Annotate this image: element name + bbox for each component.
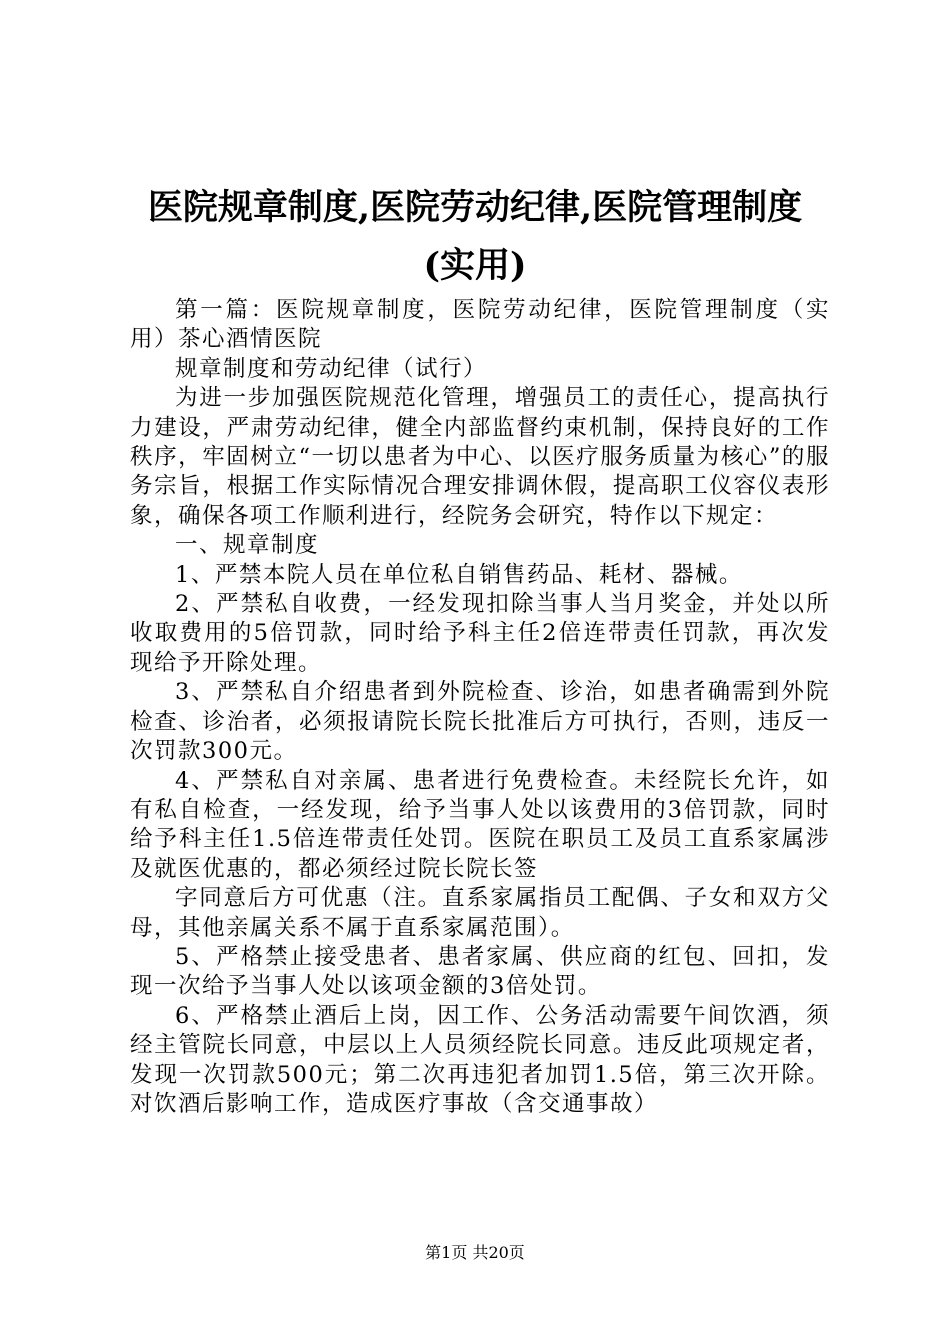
rule-item-6: 6、严格禁止酒后上岗，因工作、公务活动需要午间饮酒，须经主管院长同意，中层以上人员须经院长同意。违反此项规定者，发现一次罚款500元；第二次再违犯者加罚1.5倍，第三次开除。对饮酒后影响工作，造成医疗事故（含交通事故） xyxy=(130,1002,830,1117)
section-heading: 一、规章制度 xyxy=(175,532,320,559)
document-body xyxy=(130,296,830,1119)
paragraph-intro: 第一篇：医院规章制度，医院劳动纪律，医院管理制度（实用）茶心酒情医院 xyxy=(130,297,830,353)
page-number-footer: 第1页 共20页 xyxy=(425,1243,525,1262)
rule-item-2: 2、严禁私自收费，一经发现扣除当事人当月奖金，并处以所收取费用的5倍罚款，同时给予科主任2倍连带责任罚款，再次发现给予开除处理。 xyxy=(130,591,830,676)
rule-item-4-continued: 字同意后方可优惠（注。直系家属指员工配偶、子女和双方父母，其他亲属关系不属于直系家属范围）。 xyxy=(130,885,830,941)
rule-item-3: 3、严禁私自介绍患者到外院检查、诊治，如患者确需到外院检查、诊治者，必须报请院长院长批准后方可执行，否则，违反一次罚款300元。 xyxy=(130,679,830,765)
rule-item-4: 4、严禁私自对亲属、患者进行免费检查。未经院长允许，如有私自检查，一经发现，给予当事人处以该费用的3倍罚款，同时给予科主任1.5倍连带责任处罚。医院在职员工及员工直系家属涉及就医优惠的，都必须经过院长院长签 xyxy=(130,767,830,882)
document-title-line1: 医院规章制度,医院劳动纪律,医院管理制度 xyxy=(147,187,803,228)
paragraph-subtitle: 规章制度和劳动纪律（试行） xyxy=(175,355,488,382)
rule-item-1: 1、严禁本院人员在单位私自销售药品、耗材、器械。 xyxy=(175,561,743,588)
document-title-line2: (实用) xyxy=(423,245,527,286)
paragraph-preamble: 为进一步加强医院规范化管理，增强员工的责任心，提高执行力建设，严肃劳动纪律，健全内部监督约束机制，保持良好的工作秩序，牢固树立“一切以患者为中心、以医疗服务质量为核心”的服务宗旨，根据工作实际情况合理安排调休假，提高职工仪容仪表形象，确保各项工作顺利进行，经院务会研究，特作以下规定： xyxy=(130,385,830,529)
rule-item-5: 5、严格禁止接受患者、患者家属、供应商的红包、回扣，发现一次给予当事人处以该项金额的3倍处罚。 xyxy=(130,943,830,1000)
